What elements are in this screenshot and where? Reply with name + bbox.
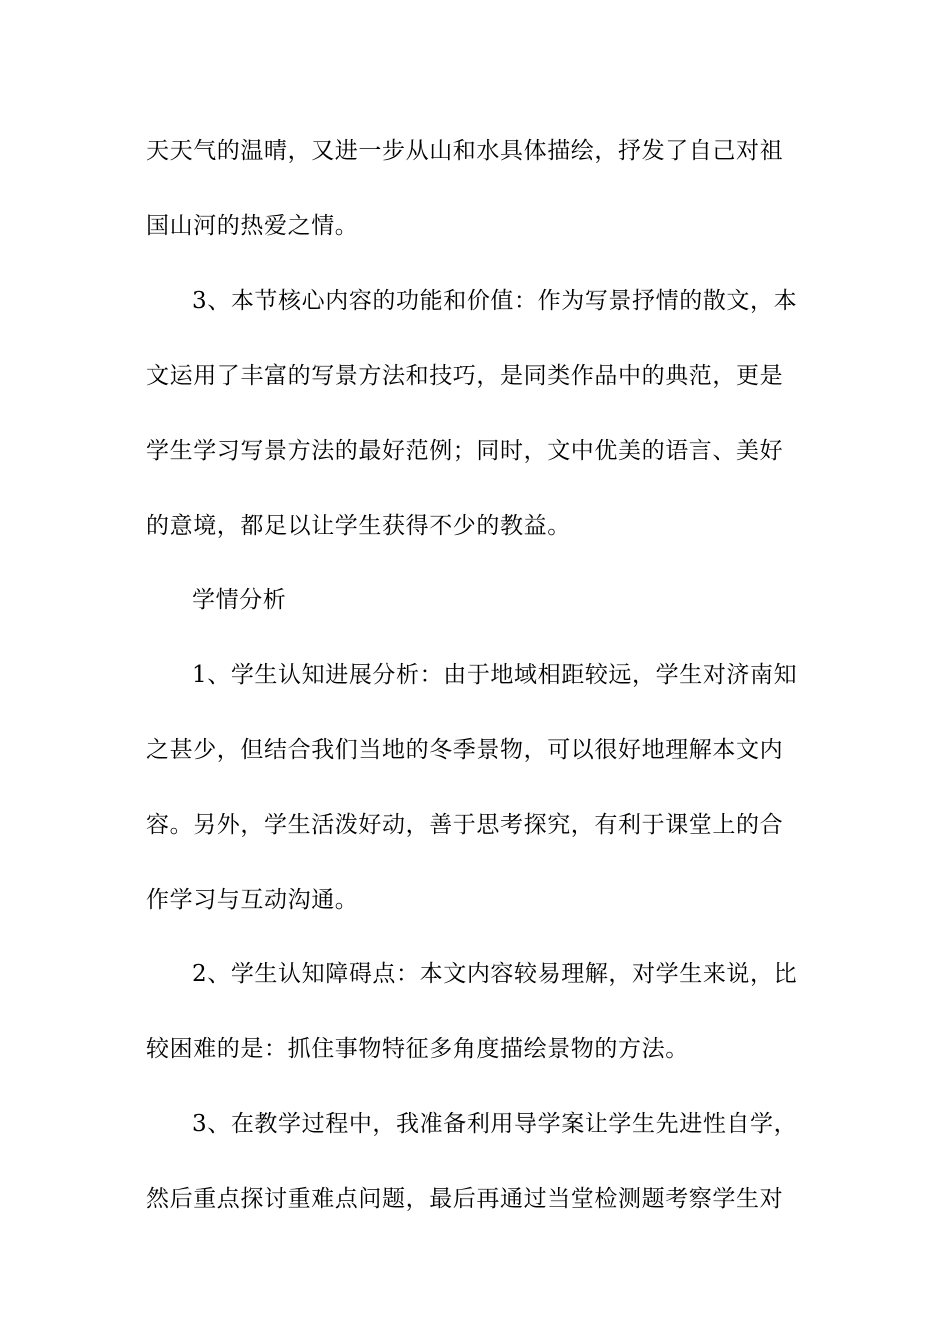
paragraph-line-11: 作学习与互动沟通。 (146, 887, 359, 913)
paragraph-line-10: 容。另外，学生活泼好动，善于思考探究，有利于课堂上的合 (146, 812, 784, 838)
paragraph-line-6: 的意境，都足以让学生获得不少的教益。 (146, 513, 571, 539)
paragraph-line-5: 学生学习写景方法的最好范例；同时，文中优美的语言、美好 (146, 438, 784, 464)
paragraph-line-4: 文运用了丰富的写景方法和技巧，是同类作品中的典范，更是 (146, 363, 784, 389)
paragraph-line-8: 1、学生认知进展分析：由于地域相距较远，学生对济南知 (192, 662, 798, 688)
paragraph-line-9: 之甚少，但结合我们当地的冬季景物，可以很好地理解本文内 (146, 737, 784, 763)
paragraph-line-12: 2、学生认知障碍点：本文内容较易理解，对学生来说，比 (192, 961, 798, 987)
section-heading: 学情分析 (192, 587, 287, 613)
paragraph-line-15: 然后重点探讨重难点问题，最后再通过当堂检测题考察学生对 (146, 1186, 784, 1212)
paragraph-line-1: 天天气的温晴，又进一步从山和水具体描绘，抒发了自己对祖 (146, 138, 784, 164)
paragraph-line-3: 3、本节核心内容的功能和价值：作为写景抒情的散文，本 (192, 288, 798, 314)
paragraph-line-2: 国山河的热爱之情。 (146, 213, 359, 239)
paragraph-line-14: 3、在教学过程中，我准备利用导学案让学生先进性自学， (192, 1111, 798, 1137)
paragraph-line-13: 较困难的是：抓住事物特征多角度描绘景物的方法。 (146, 1036, 689, 1062)
